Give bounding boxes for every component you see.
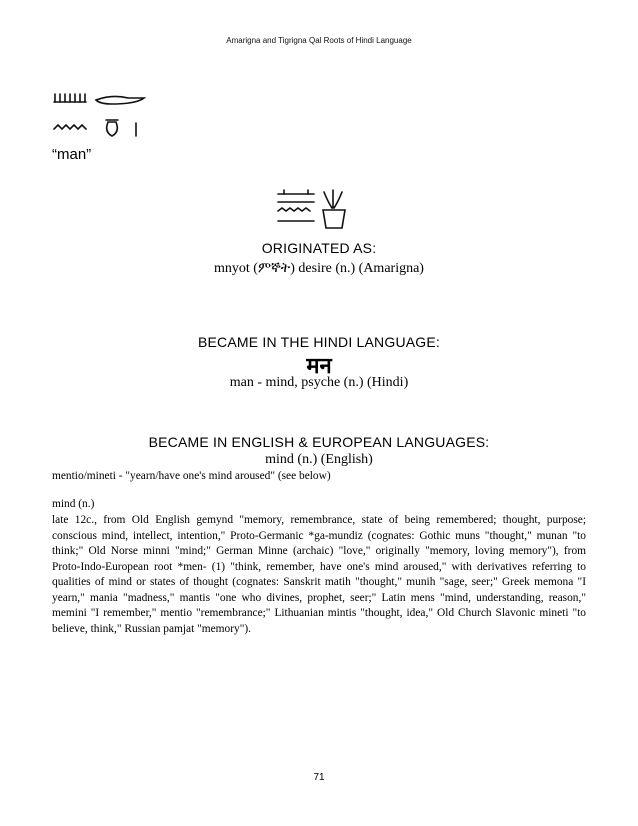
page-number: 71 [313,772,325,783]
hieroglyph-mnyot-icon [276,188,356,235]
hieroglyph-man-icon [52,92,162,143]
origin-heading: ORIGINATED AS: [261,240,377,256]
running-header: Amarigna and Tigrigna Qal Roots of Hindi Language [226,36,412,45]
hindi-heading: BECAME IN THE HINDI LANGUAGE: [197,334,441,350]
hindi-script: मन [306,354,332,379]
origin-line: mnyot (ምኞት) desire (n.) (Amarigna) [214,261,424,276]
etymology-text: late 12c., from Old English gemynd "memory, remembrance, state of being remembered; thought, purpose; conscious mind, intellect, intention," Proto-Germanic *ga-mundiz (cognates: Gothic muns "thought," munan "to think;" Old Norse minni "mind;" German Minne (archaic) "love," originally "memory, loving memory"), from Proto-Indo-European root *men- (1) "think, remember, have one's mind aroused," with derivatives referring to qualities of mind or states of thought (cognates: Sanskrit matih "thought," munih "sage, seer;" Greek memona "I yearn," mania "madness," mantis "one who divines, prophet, seer;" Latin mens "mind, understanding, reason," memini "I remember," mentio "remembrance;" Lithuanian mintis "thought, idea," Old Church Slavonic mineti "to believe, think," Russian pamjat "memory"). [52,514,586,635]
word-label: “man” [52,146,92,163]
hindi-line: man - mind, psyche (n.) (Hindi) [229,375,409,390]
note-line: mentio/mineti - "yearn/have one's mind aroused" (see below) [52,470,331,482]
etymology-entry: mind (n.) [52,498,95,510]
english-heading: BECAME IN ENGLISH & EUROPEAN LANGUAGES: [148,434,490,450]
english-line: mind (n.) (English) [265,452,373,467]
